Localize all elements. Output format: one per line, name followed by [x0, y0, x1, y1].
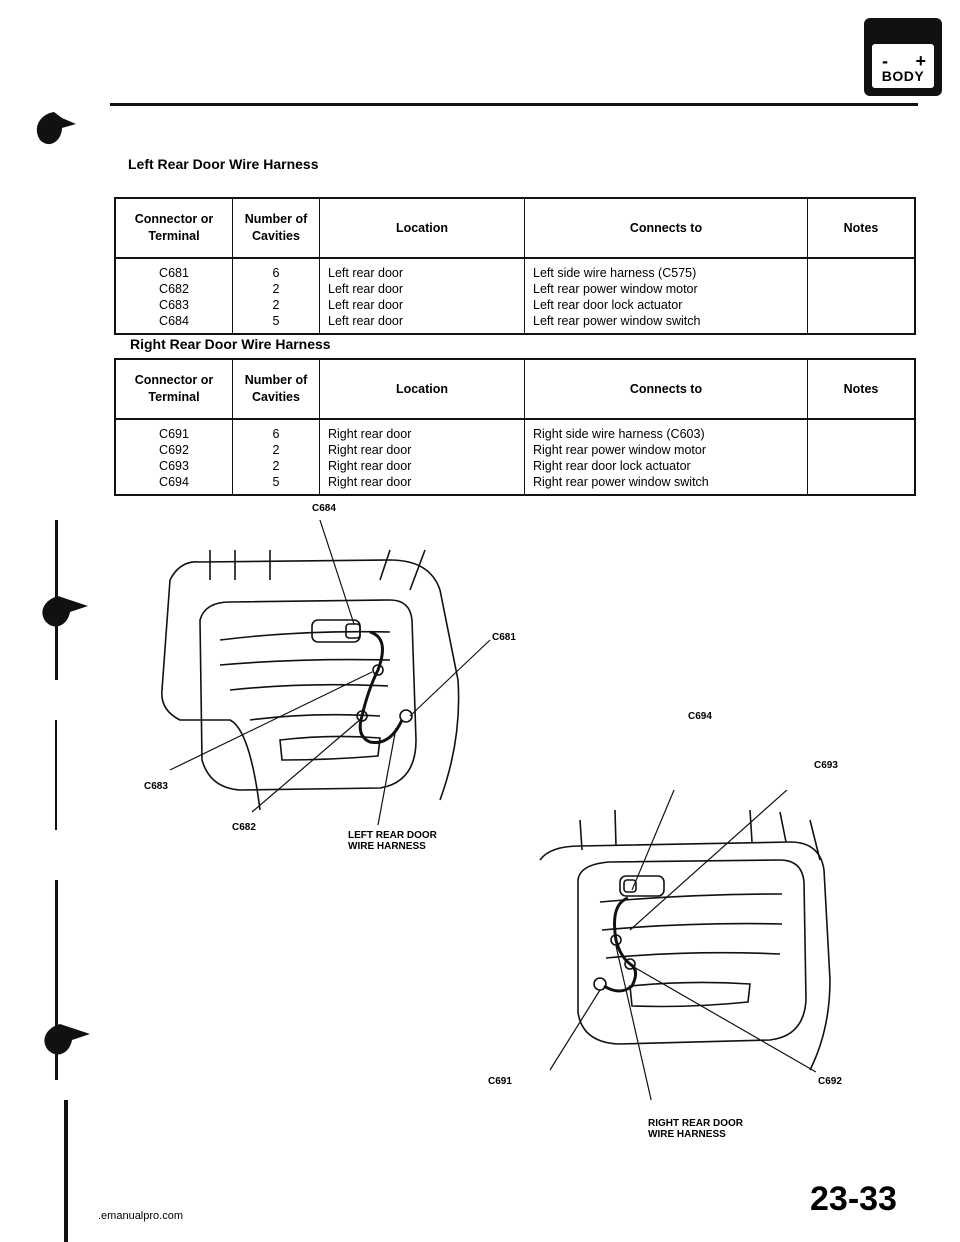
connector-cell: C691 C692 C693 C694: [159, 427, 189, 489]
wire-harness-path: [360, 632, 402, 743]
label-c691: C691: [488, 1076, 512, 1087]
connector-plug-icon: [594, 978, 606, 990]
label-c693: C693: [814, 760, 838, 771]
table-header-row: [115, 359, 915, 419]
door-handle-icon: [620, 876, 664, 896]
door-rear-outline: [162, 580, 260, 810]
connects-to-cell: Right side wire harness (C603) Right rear power window motor Right rear door lock actuator Right rear power window switch: [525, 419, 808, 495]
minus-sign: -: [882, 51, 888, 71]
leader-line-c694: [632, 790, 706, 890]
leader-line-c682: [252, 718, 362, 812]
label-c682: C682: [232, 822, 256, 833]
connects-to-cell: Left side wire harness (C575) Left rear power window motor Left rear door lock actuator Left rear power window switch: [525, 258, 808, 334]
door-trim-line-3: [230, 685, 388, 690]
binder-tab-top: [37, 112, 76, 144]
right-harness-table: [114, 358, 916, 496]
window-frame-lines: [580, 810, 820, 860]
header-connector: Connector or Terminal: [115, 198, 233, 258]
window-frame-lines: [210, 550, 425, 590]
header-notes: Notes: [808, 198, 916, 258]
header-cavities: Number of Cavities: [233, 198, 320, 258]
badge-label: BODY: [881, 68, 925, 84]
leader-line-c691: [550, 990, 600, 1070]
door-pocket-icon: [630, 982, 750, 1006]
margin-line-3: [55, 880, 58, 1080]
battery-icon: [872, 44, 934, 88]
binder-tab-middle: [42, 596, 88, 627]
header-cavities: Number of Cavities: [233, 359, 320, 419]
header-connector: Connector or Terminal: [115, 359, 233, 419]
margin-line-2: [55, 720, 57, 830]
body-section-badge: [864, 18, 942, 96]
notes-cell: [808, 419, 916, 495]
table-header-row: [115, 198, 915, 258]
battery-terminal-left: [880, 24, 890, 30]
location-cell: Left rear door Left rear door Left rear door Left rear door: [320, 258, 525, 334]
right-table-title: Right Rear Door Wire Harness: [130, 336, 331, 352]
table-row: [115, 419, 915, 495]
cavities-cell: 6 2 2 5: [233, 258, 320, 334]
left-rear-door-diagram: [140, 520, 500, 840]
door-frame-outline: [170, 560, 459, 800]
right-rear-door-diagram: [520, 790, 850, 1100]
label-c684: C684: [312, 503, 336, 514]
door-trim-line-1: [220, 632, 390, 640]
door-inner-panel: [200, 600, 416, 790]
website-url: .emanualpro.com: [98, 1210, 183, 1222]
left-table-title: Left Rear Door Wire Harness: [128, 156, 319, 172]
header-connects-to: Connects to: [525, 359, 808, 419]
header-location: Location: [320, 198, 525, 258]
cavities-cell: 6 2 2 5: [233, 419, 320, 495]
margin-line-1: [55, 520, 58, 680]
header-notes: Notes: [808, 359, 916, 419]
leader-line-c692: [632, 966, 816, 1072]
leader-line-c684: [318, 520, 354, 624]
label-c681: C681: [492, 632, 516, 643]
door-trim-line-3: [606, 953, 780, 958]
door-trim-line-2: [220, 660, 390, 665]
header-rule: [110, 103, 918, 106]
battery-terminal-right: [916, 24, 926, 30]
door-trim-line-2: [602, 924, 782, 930]
left-harness-caption: LEFT REAR DOOR WIRE HARNESS: [348, 830, 437, 852]
plus-sign: +: [915, 51, 926, 71]
binder-tab-bottom: [44, 1024, 90, 1055]
header-location: Location: [320, 359, 525, 419]
label-c683: C683: [144, 781, 168, 792]
wire-harness-path: [604, 898, 636, 991]
label-c692: C692: [818, 1076, 842, 1087]
label-c694: C694: [688, 711, 712, 722]
location-cell: Right rear door Right rear door Right rear door Right rear door: [320, 419, 525, 495]
table-row: [115, 258, 915, 334]
margin-line-4: [64, 1100, 68, 1242]
right-harness-caption: RIGHT REAR DOOR WIRE HARNESS: [648, 1118, 743, 1140]
notes-cell: [808, 258, 916, 334]
left-harness-table: [114, 197, 916, 335]
leader-line-c681: [410, 640, 490, 716]
door-inner-panel: [578, 860, 806, 1044]
page-number: 23-33: [810, 1180, 897, 1218]
connector-cell: C681 C682 C683 C684: [159, 266, 189, 328]
binder-margin-marks: [0, 0, 140, 1242]
header-connects-to: Connects to: [525, 198, 808, 258]
